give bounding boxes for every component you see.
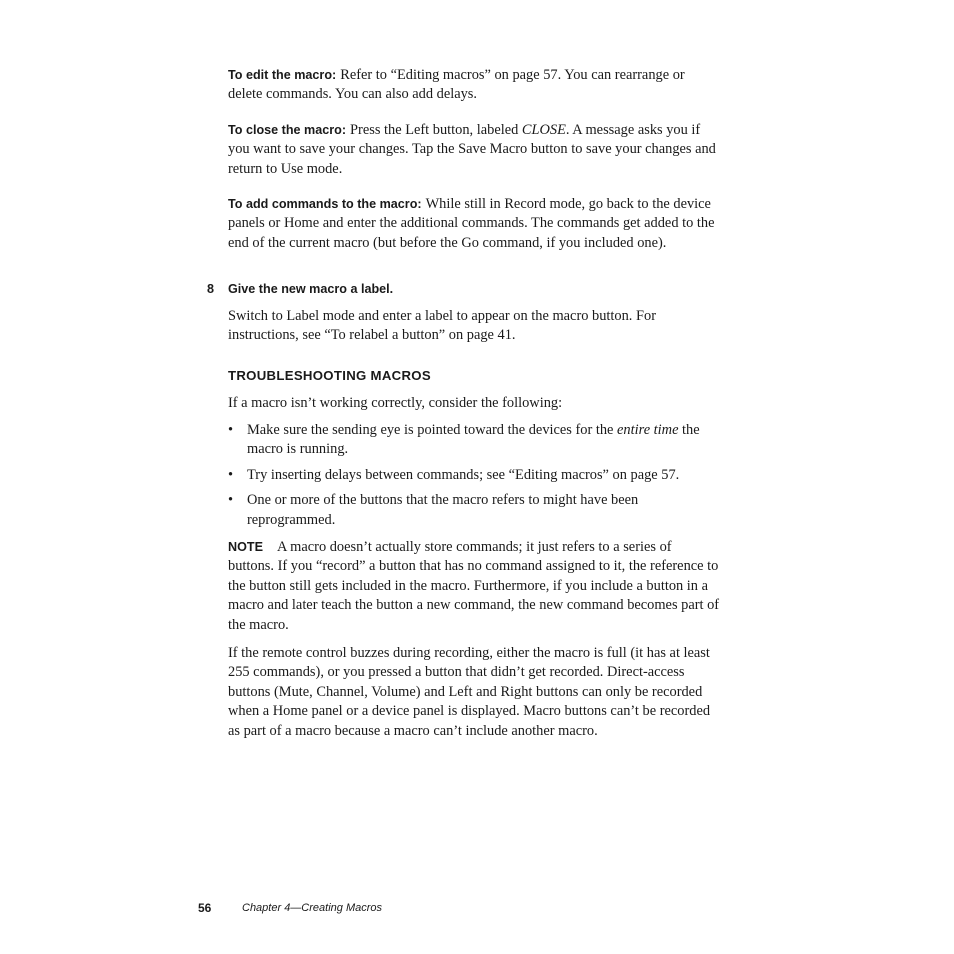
note-text: A macro doesn’t actually store commands; it just refers to a series of buttons. If you “record” a button that has no command assigned to it, the reference to the button still gets included in the macro. Furthermore, if you include a button in a macro and later teach the button a new command, the new command becomes part of the macro. <box>228 539 720 633</box>
note-paragraph <box>228 538 720 635</box>
running-footer: Chapter 4—Creating Macros <box>242 902 383 914</box>
edit-macro-lead: To edit the macro: <box>228 68 337 82</box>
step-title: Give the new macro a label. <box>228 282 394 296</box>
bullet3-text: One or more of the buttons that the macro refers to might have been reprogrammed. <box>247 492 639 528</box>
step-number: 8 <box>207 282 215 296</box>
close-macro-italic: CLOSE <box>521 122 566 138</box>
edit-macro-text: Refer to “Editing macros” on page 57. You can rearrange or delete commands. You can also add delays. <box>228 67 685 103</box>
add-commands-text: While still in Record mode, go back to the device panels or Home and enter the additional commands. The commands get added to the end of the current macro (but before the Go command, if you included one). <box>228 196 715 251</box>
close-macro-paragraph <box>228 121 720 179</box>
bullet1-text-b: the macro is running. <box>247 422 700 458</box>
close-macro-lead: To close the macro: <box>228 123 347 137</box>
list-item <box>228 491 720 530</box>
list-item <box>228 466 720 485</box>
note-lead: NOTE <box>228 540 263 554</box>
troubleshooting-list <box>228 421 720 536</box>
page-number: 56 <box>198 901 212 915</box>
close-macro-text-b: . A message asks you if you want to save your changes. Tap the Save Macro button to save your changes and return to Use mode. <box>228 122 716 177</box>
add-commands-lead: To add commands to the macro: <box>228 197 422 211</box>
add-commands-paragraph <box>228 195 720 253</box>
list-item <box>228 421 720 460</box>
edit-macro-paragraph <box>228 66 720 105</box>
step-body: Switch to Label mode and enter a label to appear on the macro button. For instructions, see “To relabel a button” on page 41. <box>228 308 656 344</box>
section-heading: TROUBLESHOOTING MACROS <box>228 368 431 383</box>
buzz-paragraph: If the remote control buzzes during recording, either the macro is full (it has at least 255 commands), or you pressed a button that didn’t get recorded. Direct-access buttons (Mute, Channel, Volume) and Left and Right buttons can only be recorded when a Home panel or a device panel is displayed. Macro buttons can’t be recorded as part of a macro because a macro can’t include another macro. <box>228 645 711 739</box>
troubleshooting-intro: If a macro isn’t working correctly, consider the following: <box>228 395 563 411</box>
close-macro-text-a: Press the Left button, labeled <box>350 122 522 138</box>
bullet1-italic: entire time <box>617 422 679 438</box>
bullet1-text-a: Make sure the sending eye is pointed toward the devices for the <box>247 422 618 438</box>
bullet2-text: Try inserting delays between commands; see “Editing macros” on page 57. <box>247 466 680 483</box>
